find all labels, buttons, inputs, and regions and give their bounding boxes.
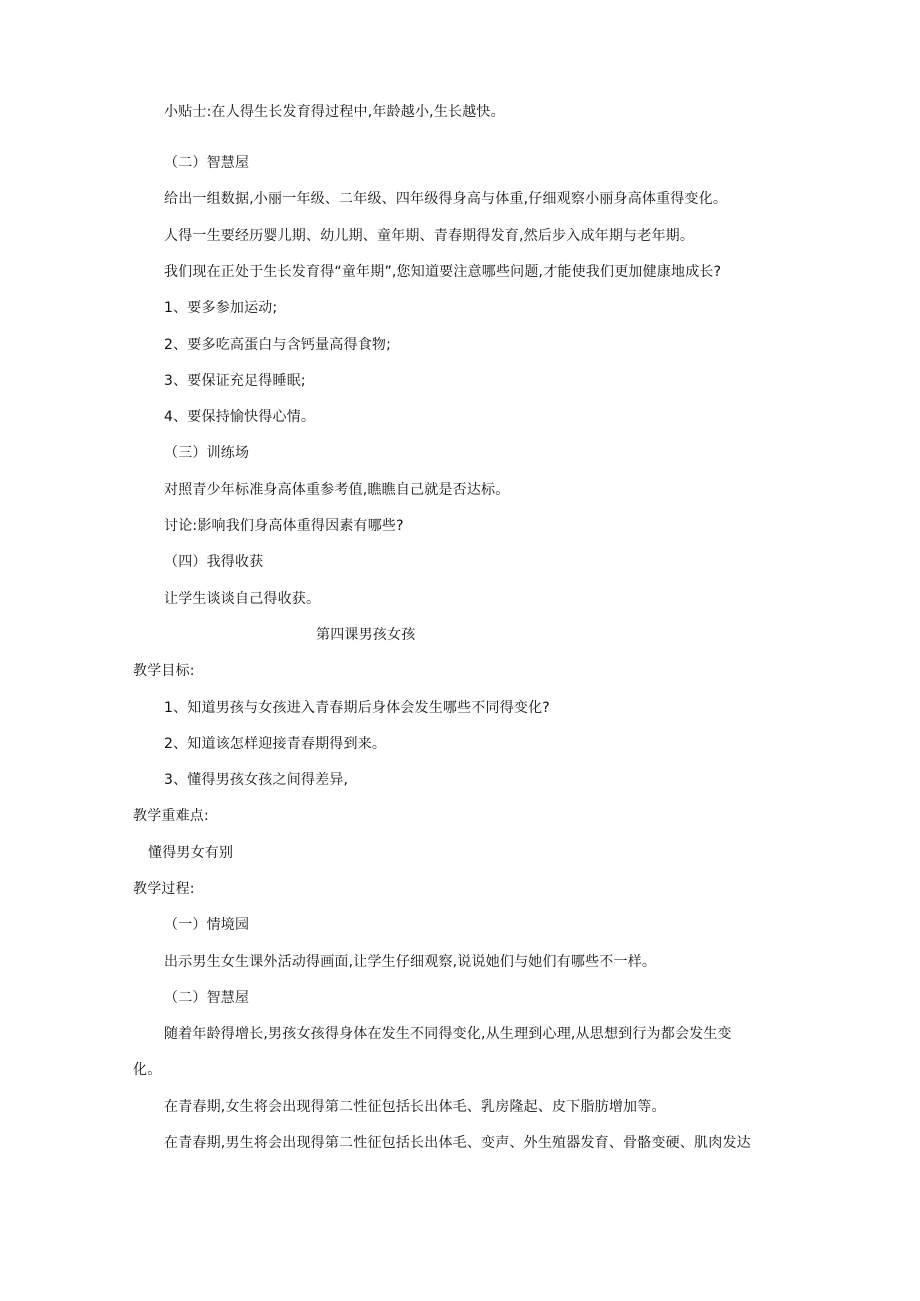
heading-process: 教学过程: [133,881,195,897]
list-item: 2、知道该怎样迎接青春期得到来。 [164,736,387,752]
section-heading-training: （三）训练场 [164,445,250,461]
list-item: 2、要多吃高蛋白与含钙量高得食物; [164,337,392,353]
list-item: 1、要多参加运动; [164,300,278,316]
paragraph-growth: 随着年龄得增长,男孩女孩得身体在发生不同得变化,从生理到心理,从思想到行为都会发生变 [164,1026,732,1042]
lesson-title: 第四课男孩女孩 [316,627,416,643]
section-heading-wisdom: （二）智慧屋 [164,155,250,171]
heading-goals: 教学目标: [133,663,195,679]
list-item: 3、懂得男孩女孩之间得差异, [164,772,349,788]
paragraph-life-stages: 人得一生要经历婴儿期、幼儿期、童年期、青春期得发育,然后步入成年期与老年期。 [164,228,695,244]
heading-key-points: 教学重难点: [133,808,209,824]
paragraph-key-points: 懂得男女有别 [148,845,234,861]
paragraph-compare: 对照青少年标准身高体重参考值,瞧瞧自己就是否达标。 [164,482,510,498]
list-item: 4、要保持愉快得心情。 [164,409,316,425]
section-heading-harvest: （四）我得收获 [164,554,264,570]
paragraph-data: 给出一组数据,小丽一年级、二年级、四年级得身高与体重,仔细观察小丽身高体重得变化。 [164,191,728,207]
paragraph-question: 我们现在正处于生长发育得“童年期”,您知道要注意哪些问题,才能使我们更加健康地成长? [164,264,722,280]
list-item: 1、知道男孩与女孩进入青春期后身体会发生哪些不同得变化? [164,700,550,716]
section-heading-wisdom-2: （二）智慧屋 [164,990,250,1006]
tip-paragraph: 小贴士:在人得生长发育得过程中,年龄越小,生长越快。 [164,104,505,120]
paragraph-discussion: 讨论:影响我们身高体重得因素有哪些? [164,518,404,534]
paragraph-harvest: 让学生谈谈自己得收获。 [164,591,321,607]
section-heading-scenario: （一）情境园 [164,917,250,933]
paragraph-boys: 在青春期,男生将会出现得第二性征包括长出体毛、变声、外生殖器发育、骨骼变硬、肌肉发达 [164,1135,751,1151]
paragraph-growth-continued: 化。 [133,1062,162,1078]
paragraph-scenario: 出示男生女生课外活动得画面,让学生仔细观察,说说她们与她们有哪些不一样。 [164,954,657,970]
list-item: 3、要保证充足得睡眠; [164,373,306,389]
paragraph-girls: 在青春期,女生将会出现得第二性征包括长出体毛、乳房隆起、皮下脂肪增加等。 [164,1099,666,1115]
